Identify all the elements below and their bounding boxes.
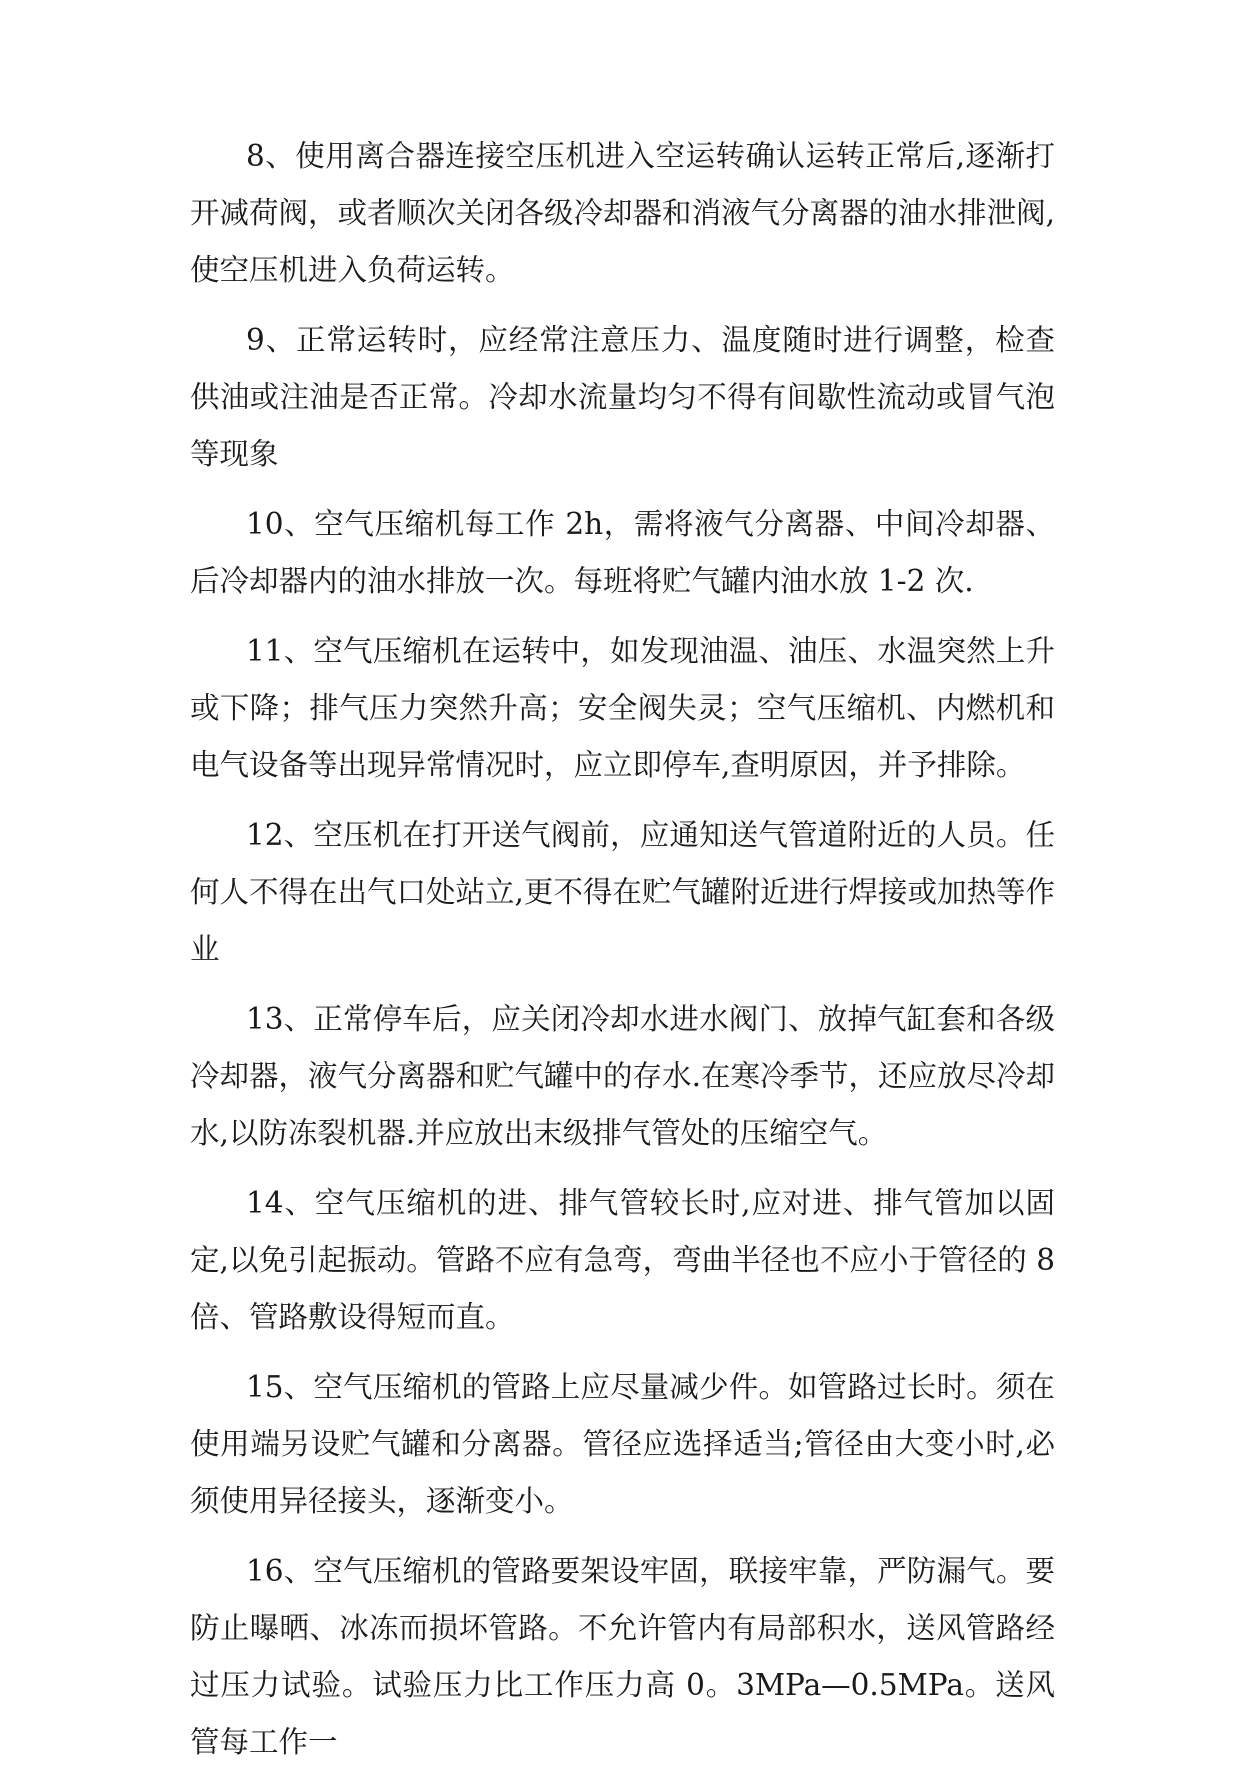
paragraph-item-8: 8、使用离合器连接空压机进入空运转确认运转正常后,逐渐打开减荷阀，或者顺次关闭各级冷却器和消液气分离器的油水排泄阀,使空压机进入负荷运转。 [190, 139, 1055, 287]
paragraph-item-15: 15、空气压缩机的管路上应尽量减少件。如管路过长时。须在使用端另设贮气罐和分离器。管径应选择适当;管径由大变小时,必须使用异径接头，逐渐变小。 [190, 1370, 1055, 1518]
paragraph-item-16: 16、空气压缩机的管路要架设牢固，联接牢靠，严防漏气。要防止曝晒、冰冻而损坏管路。不允许管内有局部积水，送风管路经过压力试验。试验压力比工作压力高 0。3MPa—0.5MPa。送风管每工作一 [190, 1554, 1055, 1759]
paragraph-item-12: 12、空压机在打开送气阀前，应通知送气管道附近的人员。任何人不得在出气口处站立,更不得在贮气罐附近进行焊接或加热等作业 [190, 818, 1055, 966]
paragraph-item-9: 9、正常运转时，应经常注意压力、温度随时进行调整，检查供油或注油是否正常。冷却水流量均匀不得有间歇性流动或冒气泡等现象 [190, 323, 1055, 471]
paragraph-item-10: 10、空气压缩机每工作 2h，需将液气分离器、中间冷却器、后冷却器内的油水排放一次。每班将贮气罐内油水放 1-2 次. [190, 507, 1055, 598]
paragraph-item-14: 14、空气压缩机的进、排气管较长时,应对进、排气管加以固定,以免引起振动。管路不应有急弯，弯曲半径也不应小于管径的 8 倍、管路敷设得短而直。 [190, 1186, 1055, 1334]
paragraph-item-11: 11、空气压缩机在运转中，如发现油温、油压、水温突然上升或下降；排气压力突然升高；安全阀失灵；空气压缩机、内燃机和电气设备等出现异常情况时，应立即停车,查明原因，并予排除。 [190, 634, 1055, 782]
document-page [190, 128, 1055, 1784]
paragraph-item-13: 13、正常停车后，应关闭冷却水进水阀门、放掉气缸套和各级冷却器，液气分离器和贮气罐中的存水.在寒冷季节，还应放尽冷却水,以防冻裂机器.并应放出末级排气管处的压缩空气。 [190, 1002, 1055, 1150]
